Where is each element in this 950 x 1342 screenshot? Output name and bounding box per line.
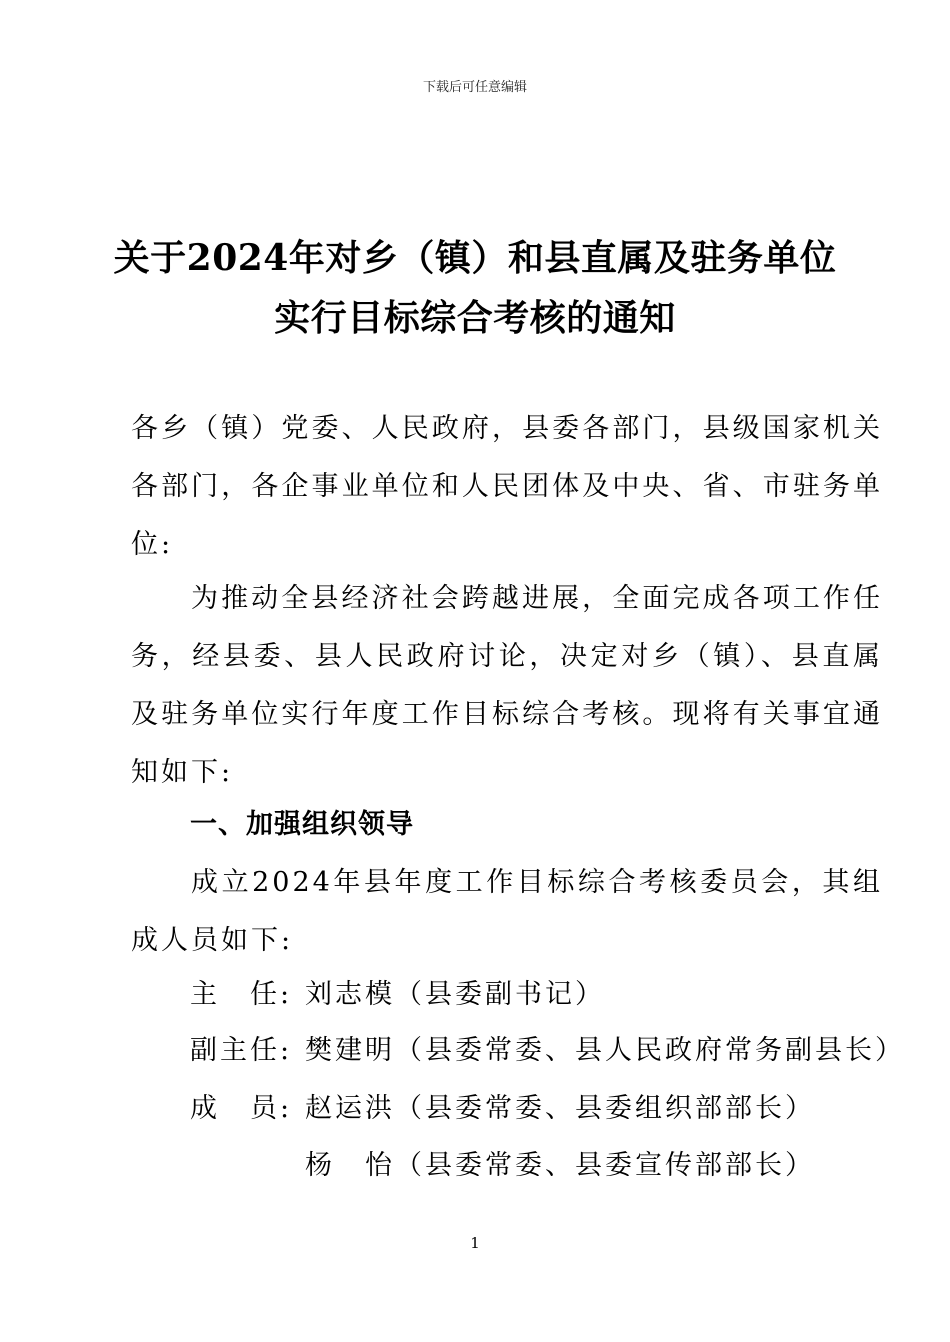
member-name: 杨 怡（县委常委、县委宣传部部长） (305, 1150, 815, 1181)
document-title (60, 228, 890, 348)
member-name: 樊建明（县委常委、县人民政府常务副县长） (305, 1035, 905, 1066)
member-role: 主 任: (190, 979, 293, 1010)
member-row (190, 1137, 815, 1195)
member-name: 刘志模（县委副书记） (305, 979, 605, 1010)
member-role: 副主任: (190, 1035, 293, 1066)
header-note: 下载后可任意编辑 (422, 80, 527, 95)
intro-paragraph: 为推动全县经济社会跨越进展，全面完成各项工作任务，经县委、县人民政府讨论，决定对乡（镇）、县直属及驻务单位实行年度工作目标综合考核。现将有关事宜通知如下: (131, 583, 883, 788)
section-paragraph-1: 成立2024年县年度工作目标综合考核委员会，其组成人员如下: (131, 867, 883, 956)
member-row (190, 1022, 905, 1080)
title-line-2: 实行目标综合考核的通知 (274, 297, 676, 339)
page-number: 1 (470, 1234, 480, 1252)
member-row (190, 966, 605, 1024)
salutation: 各乡（镇）党委、人民政府，县委各部门，县级国家机关各部门，各企事业单位和人民团体及中央、省、市驻务单位: (131, 413, 883, 560)
member-row (190, 1080, 815, 1138)
section-heading-1: 一、加强组织领导 (190, 809, 414, 840)
title-line-1: 关于2024年对乡（镇）和县直属及驻务单位 (113, 237, 837, 279)
member-name: 赵运洪（县委常委、县委组织部部长） (305, 1093, 815, 1124)
member-role: 成 员: (190, 1093, 293, 1124)
